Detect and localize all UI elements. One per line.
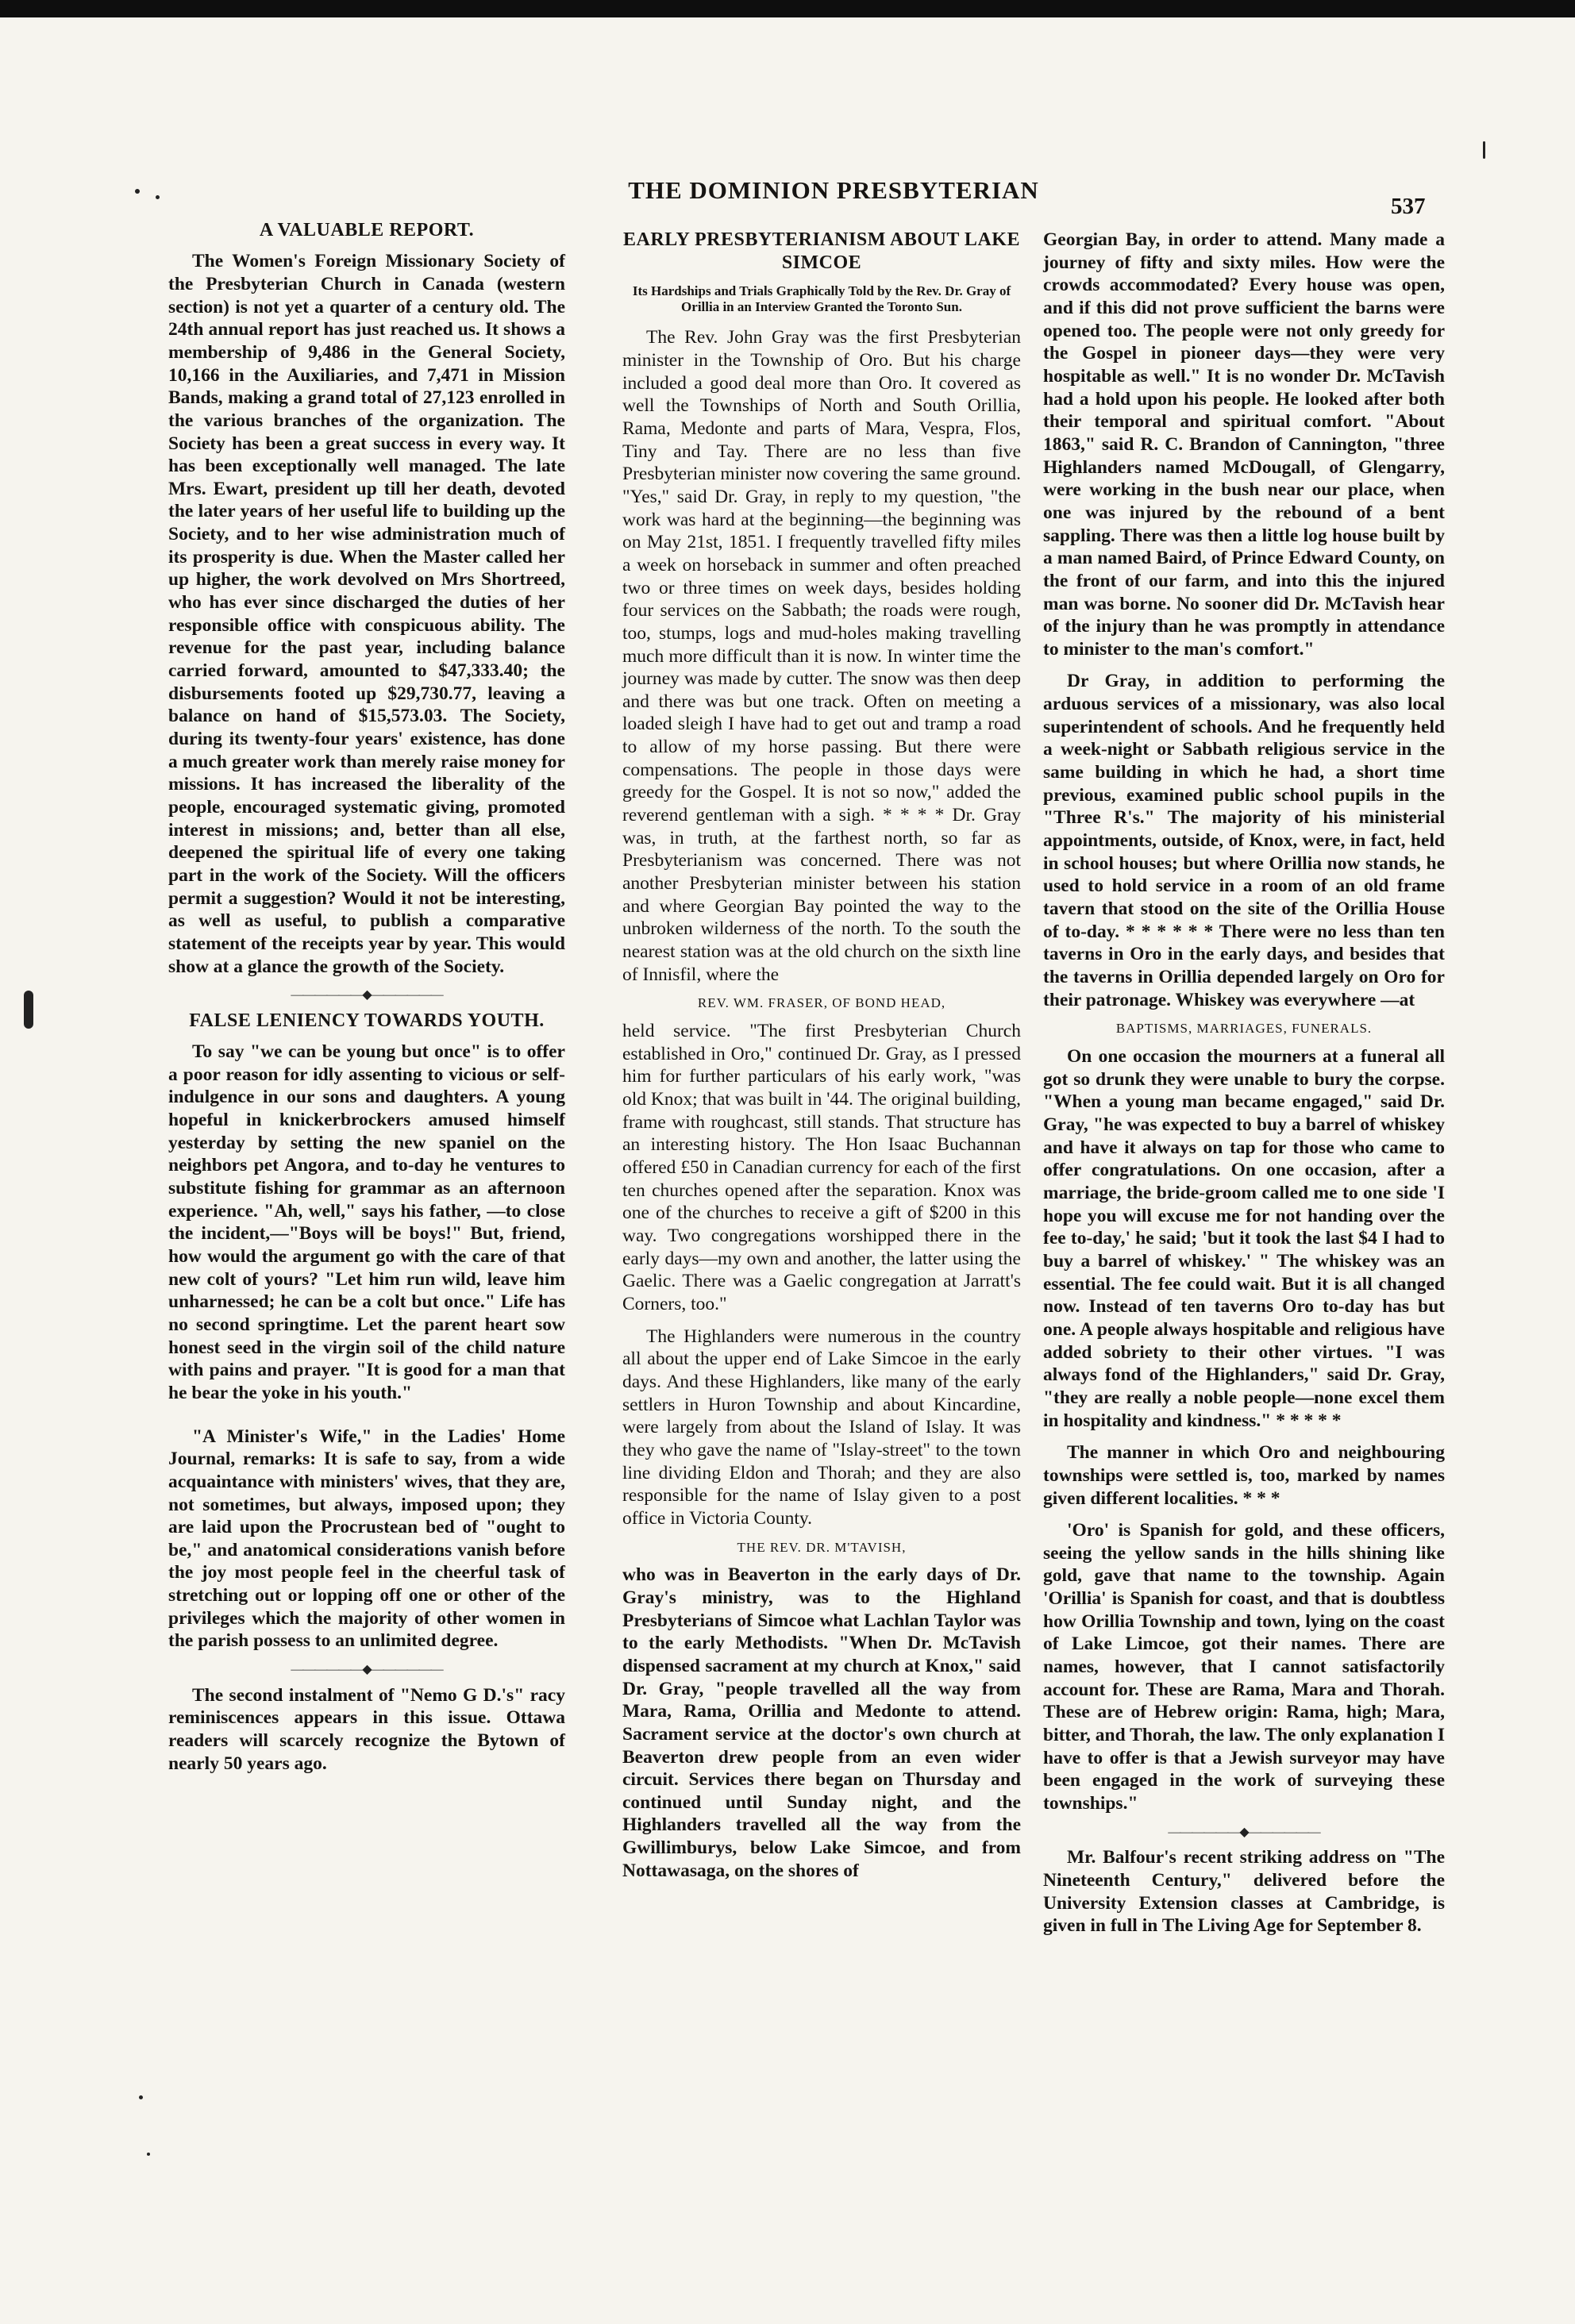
scan-top-border <box>0 0 1575 17</box>
article-body-false-leniency: To say "we can be young but once" is to offer a poor reason for idly assenting to vicious or self-indulgence in our sons and daughters. A young hopeful in knickerbrockers amused himself yesterday by setting the new spaniel on the neighbors pet Angora, and to-day he ventures to substitute fishing for grammar as an afternoon experience. "Ah, well," says his father, —to close the incident,—"Boys will be boys!" But, friend, how would the argument go with the care of that new colt of yours? "Let him run wild, leave him unharnessed; he can be a colt but once." Life has no second springtime. Let the parent heart sow honest seed in the virgin soil of the child nature with pains and prayer. "It is good for a man that he bear the yoke in his youth." <box>168 1041 565 1403</box>
divider: ——————◆—————— <box>1168 1825 1320 1839</box>
article-paragraph: who was in Beaverton in the early days of Dr. Gray's ministry, was to the Highland Presbyterians of Simcoe what Lachlan Taylor was to the early Methodists. "When Dr. McTavish dispensed sacrament at my church at Knox," said Dr. Gray, "people travelled all the way from Mara, Rama, Orillia and Medonte to attend. Sacrament service at the doctor's own church at Beaverton drew people from an even wider circuit. Services there began on Thursday and continued until Sunday night, and the Highlanders travelled all the way from the Gwillimburys, below Lake Simcoe, and from Nottawasaga, on the shores of <box>622 1564 1021 1881</box>
article-paragraph: Dr Gray, in addition to performing the arduous services of a missionary, was also local superintendent of schools. And he frequently held a week-night or Sabbath religious service in the same building in which he had, a short time previous, examined public school pupils in the "Three R's." The majority of his ministerial appointments, outside, of Knox, were, in fact, held in school houses; but where Orillia now stands, he used to hold service in a room of an old frame tavern that stood on the site of the Orillia House of to-day. * * * * * * There were no less than ten taverns in Oro in the early days, and besides that the taverns in Orillia depended largely on Oro for their patronage. Whiskey was everywhere —at <box>1043 671 1445 1010</box>
scan-speck <box>135 189 140 194</box>
section-subhead: REV. WM. FRASER, OF BOND HEAD, <box>697 995 946 1011</box>
article-paragraph: Georgian Bay, in order to attend. Many made a journey of fifty and sixty miles. How were the crowds accommodated? Every house was open, and if this did not prove sufficient the barns were opened too. The people were not only greedy for the Gospel in pioneer days—they were very hospitable as well." It is no wonder Dr. McTavish had a hold upon his people. He looked after both their temporal and spiritual comfort. "About 1863," said R. C. Brandon of Cannington, "three Highlanders named McDougall, of Glengarry, were working in the bush near our place, when one was injured by the rebound of a bent sappling. There was then a little log house built by a man named Baird, of Prince Edward County, on the front of our farm, and into this the injured man was borne. No sooner did Dr. McTavish hear of the injury than he was promptly in attendance to minister to the man's comfort." <box>1043 229 1445 660</box>
article-heading-early-presbyterianism: EARLY PRESBYTERIANISM ABOUT LAKE SIMCOE <box>623 229 1020 274</box>
article-paragraph: The Highlanders were numerous in the country all about the upper end of Lake Simcoe in the early days. And these Highlanders, like many of the early settlers in Huron Township and about Kincardine, were largely from about the Island of Islay. It was they who gave the name of "Islay-street" to the town line dividing Eldon and Thorah; and they are also responsible for the name of Islay given to a post office in Victoria County. <box>622 1326 1021 1529</box>
article-paragraph: 'Oro' is Spanish for gold, and these officers, seeing the yellow sands in the hills shining like gold, gave that name to the township. Again 'Orillia' is Spanish for coast, and that is doubtless how Orillia Township and town, lying on the coast of Lake Limcoe, got their names. There are names, however, that I cannot satisfactorily account for. These are Rama, Mara and Thorah. These are of Hebrew origin: Rama, high; Mara, bitter, and Thorah, the law. The only explanation I have to offer is that a Jewish surveyor may have been engaged in the work of surveying these townships." <box>1043 1520 1445 1814</box>
article-paragraph: The Rev. John Gray was the first Presbyterian minister in the Township of Oro. But his charge included a good deal more than Oro. It covered as well the Townships of North and South Orillia, Rama, Medonte and parts of Mara, Vespra, Flos, Tiny and Tay. There are no less than five Presbyterian minister now covering the same ground. "Yes," said Dr. Gray, in reply to my question, "the work was hard at the beginning—the beginning was on May 21st, 1851. I frequently travelled fifty miles a week on horseback in summer and often preached two or three times on week days, besides holding four services on the Sabbath; the roads were rough, too, stumps, logs and mud-holes making travelling much more difficult than it is now. In winter time the journey was made by cutter. The snow was then deep and there was but one track. Often on meeting a loaded sleigh I have had to get out and tramp a road to allow of my horse passing. But there were compensations. The people in those days were greedy for the Gospel. It is not so now," added the reverend gentleman with a sigh. * * * * Dr. Gray was, in truth, at the farthest north, so far as Presbyterianism was concerned. There was not another Presbyterian minister between his station and where Georgian Bay pointed the way to the unbroken wilderness of the north. To the south the nearest station was at the old church on the sixth line of Innisfil, where the <box>622 327 1021 985</box>
article-subheading: Its Hardships and Trials Graphically Told by the Rev. Dr. Gray of Orillia in an Interview Granted the Toronto Sun. <box>632 283 1011 314</box>
newspaper-title: THE DOMINION PRESBYTERIAN <box>628 176 1039 204</box>
section-subhead: THE REV. DR. M'TAVISH, <box>737 1539 907 1555</box>
article-body-ministers-wife: "A Minister's Wife," in the Ladies' Home Journal, remarks: It is safe to say, from a wide acquaintance with ministers' wives, that they are, not sometimes, but always, imposed upon; they are laid upon the Procrustean bed of "ought to be," and anatomical considerations vanish before the joy most people feel in the cheerful task of stretching out or lopping off one or other of the privileges which the majority of other women in the parish possess to an unlimited degree. <box>168 1426 565 1652</box>
left-column <box>168 219 565 1784</box>
article-body-nemo-reminiscences: The second instalment of "Nemo G D.'s" racy reminiscences appears in this issue. Ottawa readers will scarcely recognize the Bytown of nearly 50 years ago. <box>168 1684 565 1774</box>
article-paragraph: On one occasion the mourners at a funeral all got so drunk they were unable to bury the corpse. "When a young man became engaged," said Dr. Gray, "he was expected to buy a barrel of whiskey and have it always on tap for those who came to offer congratulations. On one occasion, after a marriage, the bride-groom called me to one side 'I hope you will excuse me for not handing over the fee to-day,' he said; 'but it took the last $4 I had to buy a barrel of whiskey.' " The whiskey was an essential. The fee could wait. But it is all changed now. Instead of ten taverns Oro to-day has but one. A people always hospitable and religious have added sobriety to their other virtues. "I was always fond of the Highlanders," said Dr. Gray, "they are really a noble people—none excel them in hospitality and kindness." * * * * * <box>1043 1046 1445 1431</box>
scan-speck <box>1483 141 1485 159</box>
scan-speck <box>24 991 33 1029</box>
divider: ——————◆—————— <box>291 1663 443 1677</box>
scan-speck <box>147 2153 150 2156</box>
article-body-valuable-report: The Women's Foreign Missionary Society of the Presbyterian Church in Canada (western section) is not yet a quarter of a century old. The 24th annual report has just reached us. It shows a membership of 9,486 in the General Society, 10,166 in the Auxiliaries, and 7,471 in Mission Bands, making a grand total of 27,123 enrolled in the various branches of the organization. The Society has been a great success in every way. It has been exceptionally well managed. The late Mrs. Ewart, president up till her death, devoted the later years of her useful life to building up the Society, and to her wise administration much of its prosperity is due. When the Master called her up higher, the work devolved on Mrs Shortreed, who has ever since discharged the duties of her responsible office with conspicuous ability. The revenue for the past year, including balance carried forward, amounted to $47,333.40; the disbursements footed up $29,730.77, leaving a balance on hand of $15,573.03. The Society, during its twenty-four years' existence, has done a much greater work than merely raise money for missions. It has increased the liberality of the people, encouraged systematic giving, promoted interest in missions; and, better than all else, deepened the spiritual life of every one taking part in the work of the Society. Will the officers permit a suggestion? Would it not be interesting, as well as useful, to publish a comparative statement of the receipts year by year. This would show at a glance the growth of the Society. <box>168 251 565 977</box>
article-paragraph: held service. "The first Presbyterian Church established in Oro," continued Dr. Gray, as I pressed him for further particulars of his early work, "was old Knox; that was built in '44. The original building, frame with roughcast, still stands. That structure has an interesting history. The Hon Isaac Buchannan offered £50 in Canadian currency for each of the first ten churches opened after the separation. Knox was one of the churches to receive a gift of $200 in this way. Two congregations worshipped there in the early days—my own and another, the latter using the Gaelic. There was a Gaelic congregation at Jarratt's Corners, too." <box>622 1021 1021 1314</box>
right-column <box>1043 229 1445 1947</box>
scan-speck <box>139 2095 143 2099</box>
article-paragraph: Mr. Balfour's recent striking address on "The Nineteenth Century," delivered before the University Extension classes at Cambridge, is given in full in The Living Age for September 8. <box>1043 1847 1445 1937</box>
scan-speck <box>156 195 160 199</box>
section-subhead: BAPTISMS, MARRIAGES, FUNERALS. <box>1115 1021 1373 1037</box>
article-heading-valuable-report: A VALUABLE REPORT. <box>259 220 475 240</box>
divider: ——————◆—————— <box>291 988 443 1002</box>
article-paragraph: The manner in which Oro and neighbouring townships were settled is, too, marked by names given different localities. * * * <box>1043 1442 1445 1509</box>
article-heading-false-leniency: FALSE LENIENCY TOWARDS YOUTH. <box>189 1010 545 1031</box>
middle-column <box>622 229 1021 1891</box>
page-number: 537 <box>1391 194 1426 219</box>
